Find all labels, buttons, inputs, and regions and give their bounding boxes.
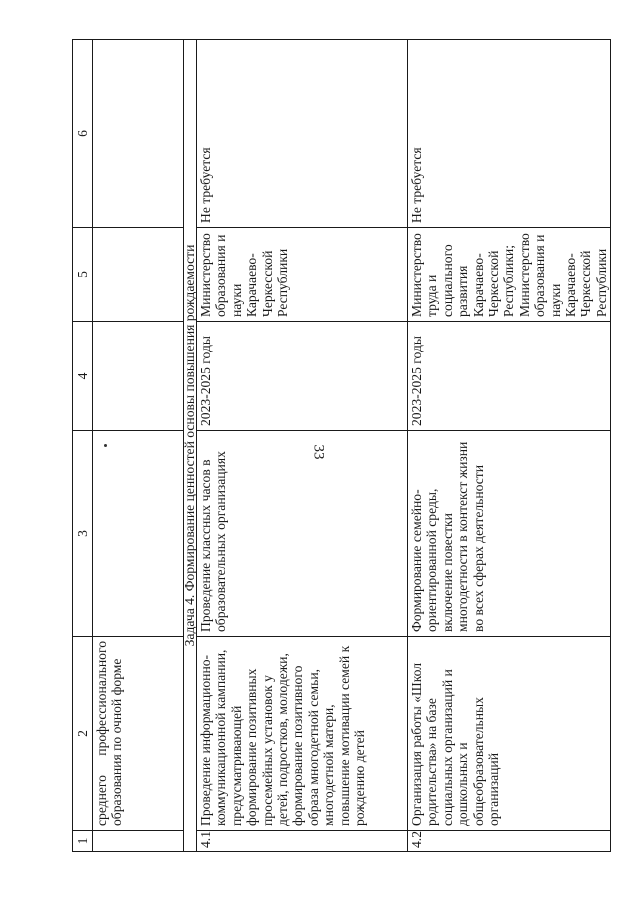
rotated-table-wrapper bbox=[72, 40, 609, 852]
header-cell-2: 2 bbox=[73, 637, 93, 831]
row-executor: Министерство образования и науки Карачаево-Черкесской Республики bbox=[197, 228, 408, 322]
row-executor: Министерство труда и социального развития Карачаево-Черкесской Республики; Министерство образования и науки Карачаево-Черкесской Республики bbox=[408, 228, 611, 322]
continued-row bbox=[93, 40, 184, 852]
row-measure: Проведение классных часов в образовательных организациях bbox=[197, 431, 408, 637]
continued-cell-measure bbox=[93, 431, 184, 637]
continued-cell-executor bbox=[93, 228, 184, 322]
row-period: 2023-2025 годы bbox=[197, 322, 408, 431]
header-cell-6: 6 bbox=[73, 40, 93, 228]
continued-cell-period bbox=[93, 322, 184, 431]
row-measure: Формирование семейно-ориентированной среды, включение повестки многодетности в контекст жизни во всех сферах деятельности bbox=[408, 431, 611, 637]
row-period: 2023-2025 годы bbox=[408, 322, 611, 431]
header-cell-3: 3 bbox=[73, 431, 93, 637]
table-header-row bbox=[73, 40, 93, 852]
continued-cell-event: среднего профессионального образования по очной форме bbox=[93, 637, 184, 831]
section-row bbox=[184, 40, 197, 852]
header-cell-4: 4 bbox=[73, 322, 93, 431]
row-number: 4.2 bbox=[408, 831, 611, 852]
header-cell-5: 5 bbox=[73, 228, 93, 322]
row-funding: Не требуется bbox=[197, 40, 408, 228]
header-cell-1: 1 bbox=[73, 831, 93, 852]
continued-cell-num bbox=[93, 831, 184, 852]
row-event: Проведение информационно-коммуникационной кампании, предусматривающей формирование позитивных просемейных установок у детей, подростков, молодежи, формирование позитивного образа многодетной семьи, многодетной матери, повышение мотивации семей к рождению детей bbox=[197, 637, 408, 831]
row-funding: Не требуется bbox=[408, 40, 611, 228]
measures-table bbox=[72, 39, 611, 852]
row-event: Организация работы «Школ родительства» на базе социальных организаций и дошкольных и общеобразовательных организаций bbox=[408, 637, 611, 831]
section-title: Задача 4. Формирование ценностей основы повышения рождаемости bbox=[184, 40, 197, 852]
table-row bbox=[408, 40, 611, 852]
page-number: 33 bbox=[310, 444, 327, 460]
row-number: 4.1 bbox=[197, 831, 408, 852]
continued-cell-funding bbox=[93, 40, 184, 228]
table-row bbox=[197, 40, 408, 852]
